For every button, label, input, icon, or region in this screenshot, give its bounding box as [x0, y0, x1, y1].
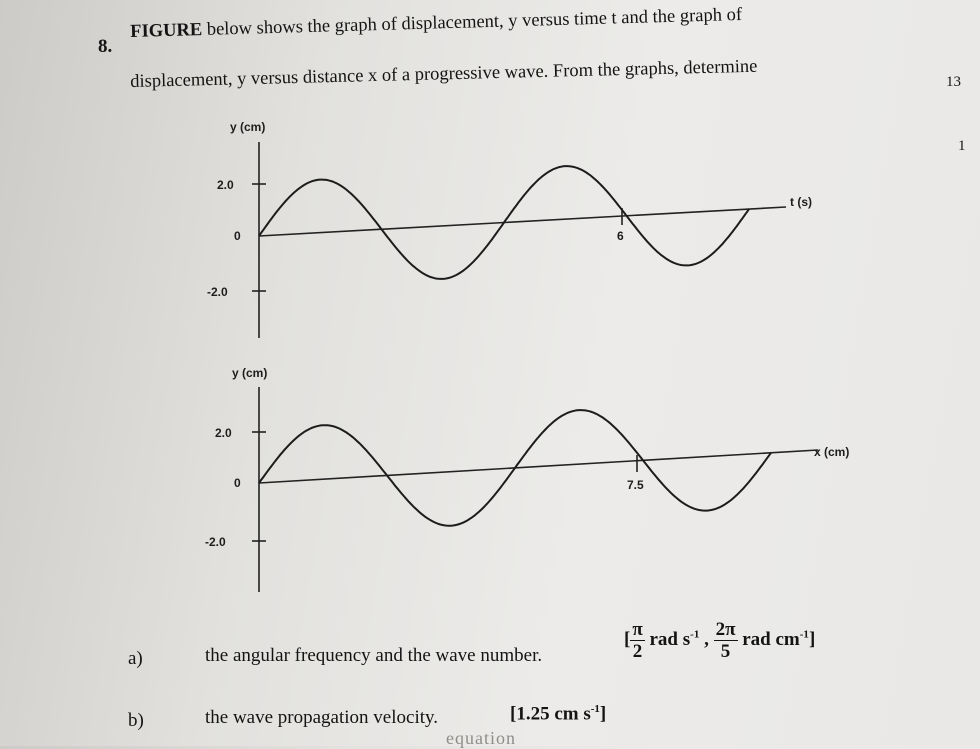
fraction-1-denominator: 2 [632, 641, 643, 662]
part-a-unit-2: rad cm [737, 628, 800, 650]
graph1-x-axis-label: t (s) [790, 195, 812, 209]
part-a-unit-2-exponent: -1 [799, 628, 809, 641]
fraction-2pi-over-5 [714, 620, 738, 661]
fraction-2-denominator: 5 [720, 641, 731, 662]
part-b-answer-exponent: -1 [590, 703, 600, 715]
question-line-2: displacement, y versus distance x of a progressive wave. From the graphs, determine [130, 56, 758, 92]
fraction-pi-over-2 [630, 620, 644, 661]
graph2-marked-point-label: 7.5 [627, 478, 644, 492]
graph1-wave-curve [259, 166, 749, 279]
graph2-tick-label-bottom: -2.0 [205, 535, 226, 549]
question-number: 8. [98, 36, 113, 57]
graph1-tick-label-zero: 0 [234, 229, 241, 243]
part-a-answer-open: [ [624, 628, 631, 650]
part-b-text: the wave propagation velocity. [205, 707, 439, 728]
part-a-separator: , [699, 628, 714, 650]
part-a-answer-close: ] [808, 628, 816, 650]
part-a-text: the angular frequency and the wave number. [205, 645, 543, 666]
part-b-label: b) [128, 710, 144, 731]
graph2-tick-label-zero: 0 [234, 476, 241, 490]
marks-side-number: 1 [958, 138, 966, 154]
fraction-1-numerator: π [632, 619, 643, 640]
graph2-x-axis-label: x (cm) [814, 445, 850, 459]
graph1-marked-point-label: 6 [617, 229, 624, 243]
graph1-tick-label-bottom: -2.0 [207, 285, 228, 299]
graph2-y-axis-label: y (cm) [232, 366, 268, 380]
graph2-x-axis [259, 450, 818, 483]
graph1-tick-label-top: 2.0 [217, 178, 234, 192]
graph2-tick-label-top: 2.0 [215, 426, 232, 440]
graph2-wave-curve [259, 410, 771, 526]
fraction-2-numerator: 2π [715, 619, 736, 640]
part-a-answer [624, 620, 815, 661]
faint-footer-text: equation [446, 728, 516, 748]
marks-number: 13 [946, 74, 961, 90]
part-b-answer [510, 703, 606, 725]
graph1-y-axis-label: y (cm) [230, 120, 266, 134]
part-a-unit-1: rad s [644, 628, 691, 650]
question-line-1-text: below shows the graph of displacement, y versus time t and the graph of [201, 4, 743, 40]
graph1-x-axis [259, 207, 786, 236]
part-a-unit-1-exponent: -1 [690, 628, 700, 641]
part-b-answer-value: [1.25 cm s [510, 703, 591, 725]
figure-word: FIGURE [130, 19, 203, 42]
part-b-answer-close: ] [599, 703, 607, 725]
part-a-label: a) [128, 648, 143, 669]
